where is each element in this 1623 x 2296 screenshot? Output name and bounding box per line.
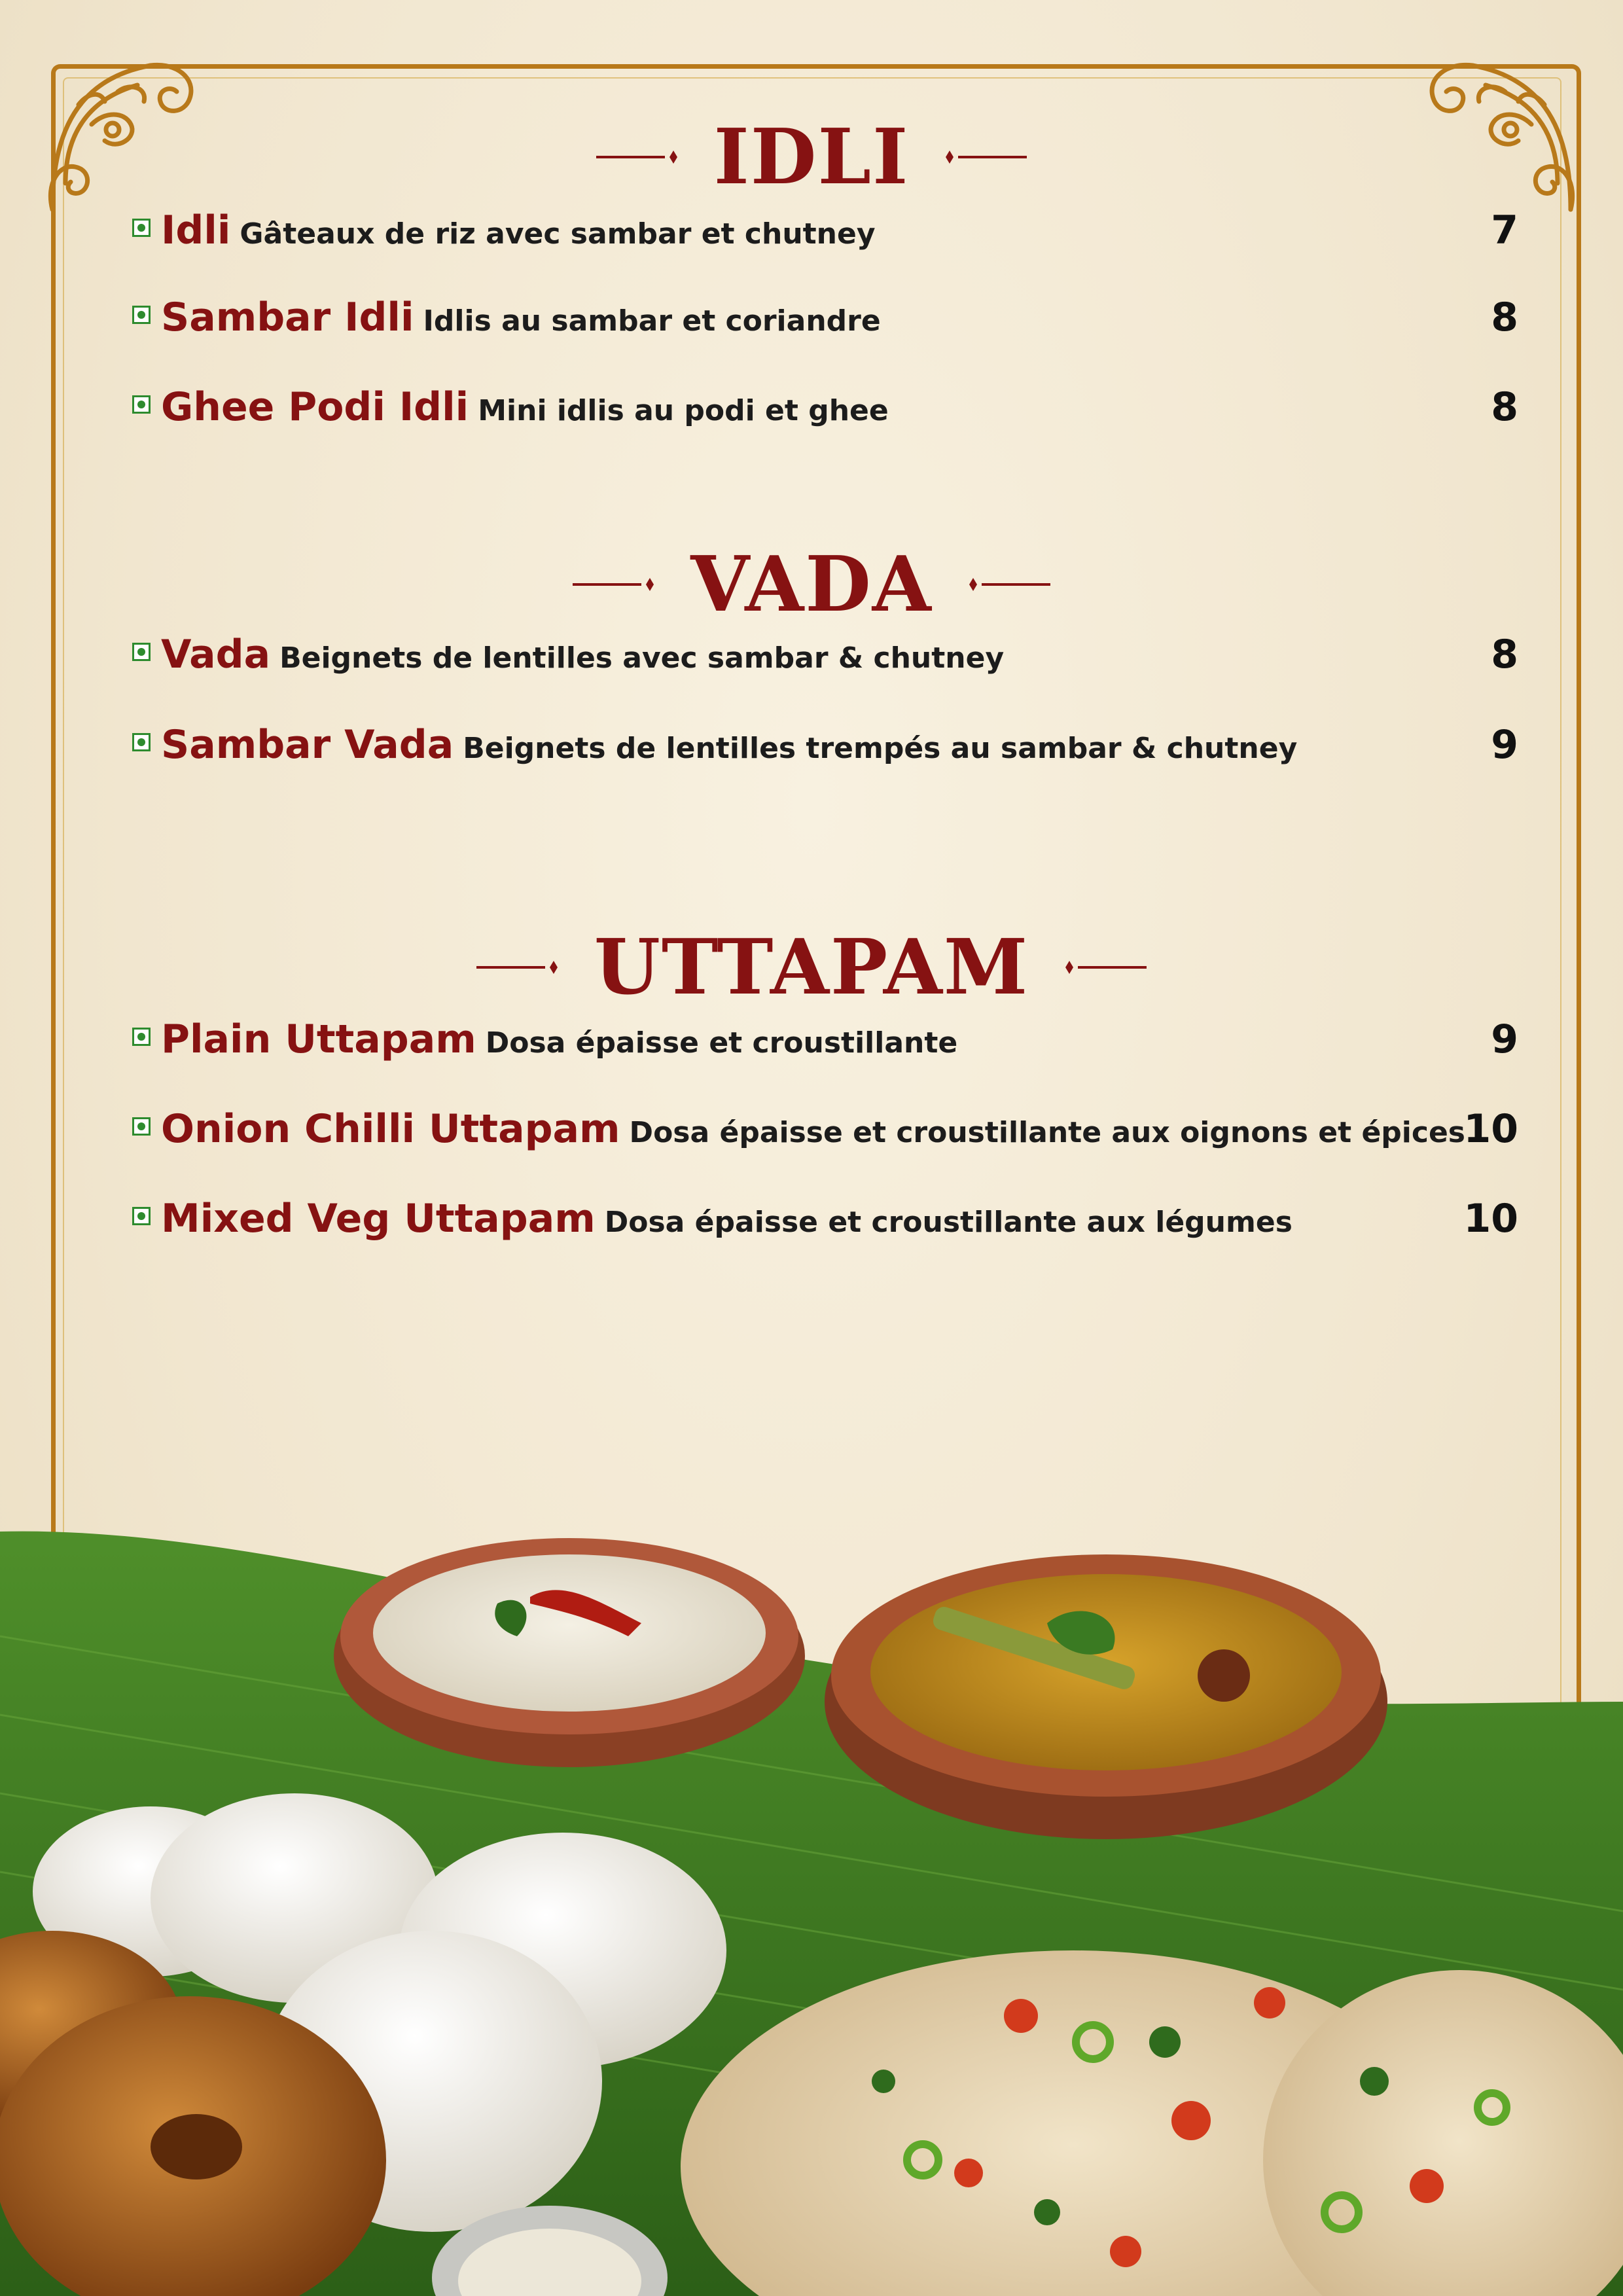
section-title-text: UTTAPAM bbox=[594, 923, 1029, 1012]
food-photo bbox=[0, 1505, 1623, 2296]
item-price: 7 bbox=[1491, 207, 1518, 253]
section-title-vada bbox=[0, 540, 1623, 629]
menu-item bbox=[131, 204, 1518, 257]
item-name: Sambar Vada bbox=[161, 722, 454, 768]
item-description: Beignets de lentilles trempés au sambar & chutney bbox=[463, 732, 1298, 765]
menu-item bbox=[131, 628, 1518, 681]
item-name: Plain Uttapam bbox=[161, 1016, 476, 1062]
menu-item bbox=[131, 1193, 1518, 1245]
item-name: Ghee Podi Idli bbox=[161, 384, 469, 430]
item-description: Idlis au sambar et coriandre bbox=[423, 304, 881, 338]
section-title-uttapam bbox=[0, 923, 1623, 1012]
menu-item bbox=[131, 381, 1518, 433]
item-price: 9 bbox=[1491, 722, 1518, 768]
item-price: 10 bbox=[1463, 1106, 1518, 1152]
veg-mark-icon bbox=[132, 733, 151, 751]
chutney-bowl bbox=[334, 1538, 805, 1767]
item-description: Dosa épaisse et croustillante bbox=[485, 1026, 958, 1060]
divider-ornament-icon bbox=[596, 151, 681, 164]
veg-mark-icon bbox=[132, 395, 151, 414]
veg-mark-icon bbox=[132, 306, 151, 324]
item-description: Dosa épaisse et croustillante aux oignons et épices bbox=[629, 1116, 1465, 1149]
menu-item bbox=[131, 291, 1518, 344]
veg-mark-icon bbox=[132, 1117, 151, 1136]
item-description: Beignets de lentilles avec sambar & chutney bbox=[279, 641, 1005, 675]
item-name: Mixed Veg Uttapam bbox=[161, 1196, 596, 1242]
section-title-text: VADA bbox=[690, 540, 933, 629]
item-name: Sambar Idli bbox=[161, 295, 414, 340]
item-name: Vada bbox=[161, 632, 271, 677]
veg-mark-icon bbox=[132, 643, 151, 661]
divider-ornament-icon bbox=[573, 578, 658, 591]
item-description: Dosa épaisse et croustillante aux légumes bbox=[604, 1206, 1293, 1239]
item-description: Mini idlis au podi et ghee bbox=[478, 394, 889, 427]
item-name: Idli bbox=[161, 207, 231, 253]
item-description: Gâteaux de riz avec sambar et chutney bbox=[240, 217, 876, 251]
menu-item bbox=[131, 1103, 1518, 1155]
item-price: 10 bbox=[1463, 1196, 1518, 1242]
divider-ornament-icon bbox=[942, 151, 1027, 164]
divider-ornament-icon bbox=[476, 961, 562, 974]
section-title-idli bbox=[0, 113, 1623, 202]
item-price: 8 bbox=[1491, 632, 1518, 677]
menu-item bbox=[131, 1013, 1518, 1066]
item-price: 9 bbox=[1491, 1016, 1518, 1062]
item-price: 8 bbox=[1491, 384, 1518, 430]
item-price: 8 bbox=[1491, 295, 1518, 340]
uttapam-pancake bbox=[681, 1950, 1623, 2296]
divider-ornament-icon bbox=[965, 578, 1050, 591]
veg-mark-icon bbox=[132, 1028, 151, 1046]
item-name: Onion Chilli Uttapam bbox=[161, 1106, 620, 1152]
menu-item bbox=[131, 719, 1518, 771]
section-title-text: IDLI bbox=[713, 113, 910, 202]
sambar-bowl bbox=[825, 1554, 1387, 1839]
divider-ornament-icon bbox=[1061, 961, 1147, 974]
veg-mark-icon bbox=[132, 1207, 151, 1225]
veg-mark-icon bbox=[132, 219, 151, 237]
